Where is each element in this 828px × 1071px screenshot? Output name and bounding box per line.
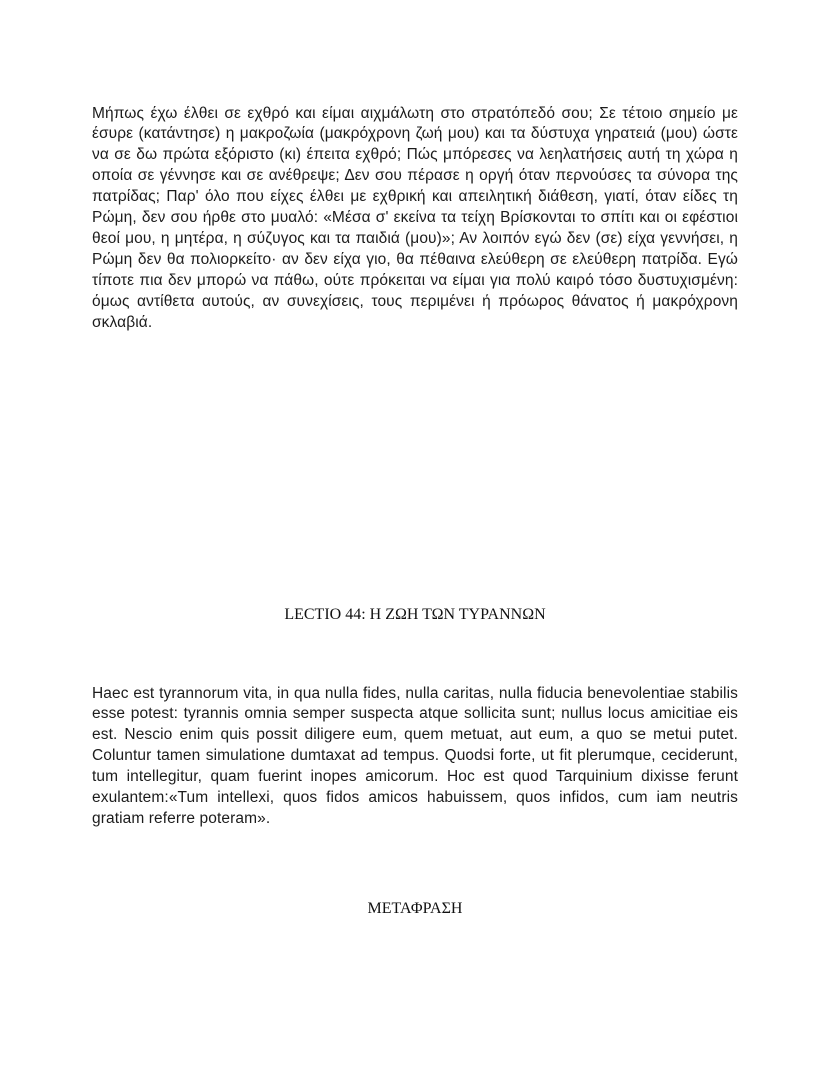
latin-text-paragraph: Haec est tyrannorum vita, in qua nulla fides, nulla caritas, nulla fiducia benevolentiae stabilis esse potest: tyrannis omnia semper suspecta atque sollicita sunt; nullus locus amicitiae eis est. Nescio enim quis possit diligere eum, quem metuat, aut eum, a quo se metui putet. Coluntur tamen simulatione dumtaxat ad tempus. Quodsi forte, ut fit plerumque, ceciderunt, tum intellegitur, quam fuerint inopes amicorum. Hoc est quod Tarquinium dixisse ferunt exulantem:«Tum intellexi, quos fidos amicos habuissem, quos infidos, cum iam neutris gratiam referre poteram». [92, 684, 738, 827]
greek-translation-paragraph: Μήπως έχω έλθει σε εχθρό και είμαι αιχμάλωτη στο στρατόπεδό σου; Σε τέτοιο σημείο με έσυρε (κατάντησε) η μακροζωία (μακρόχρονη ζωή μου) και τα δύστυχα γηρατειά (μου) ώστε να σε δω πρώτα εξόριστο (κι) έπειτα εχθρό; Πώς μπόρεσες να λεηλατήσεις αυτή τη χώρα η οποία σε γέννησε και σε ανέθρεψε; Δεν σου πέρασε η οργή όταν περνούσες τα σύνορα της πατρίδας; Παρ' όλο που είχες έλθει με εχθρική και απειλητική διάθεση, γιατί, όταν είδες τη Ρώμη, δεν σου ήρθε στο μυαλό: «Μέσα σ' εκείνα τα τείχη Βρίσκονται το σπίτι και οι εφέστιοι θεοί μου, η μητέρα, η σύζυγος και τα παιδιά (μου)»; Αν λοιπόν εγώ δεν (σε) είχα γεννήσει, η Ρώμη δεν θα πολιορκείτο· αν δεν είχα γιο, θα πέθαινα ελεύθερη σε ελεύθερη πατρίδα. Εγώ τίποτε πια δεν μπορώ να πάθω, ούτε πρόκειται να είμαι για πολύ καιρό τόσο δυστυχισμένη: όμως αντίθετα αυτούς, αν συνεχίσεις, τους περιμένει ή πρόωρος θάνατος ή μακρόχρονη σκλαβιά. [92, 104, 738, 331]
lectio-heading: LECTIO 44: Η ΖΩΗ ΤΩΝ ΤΥΡΑΝΝΩΝ [284, 606, 546, 623]
metafrasi-heading: ΜΕΤΑΦΡΑΣΗ [367, 900, 463, 917]
